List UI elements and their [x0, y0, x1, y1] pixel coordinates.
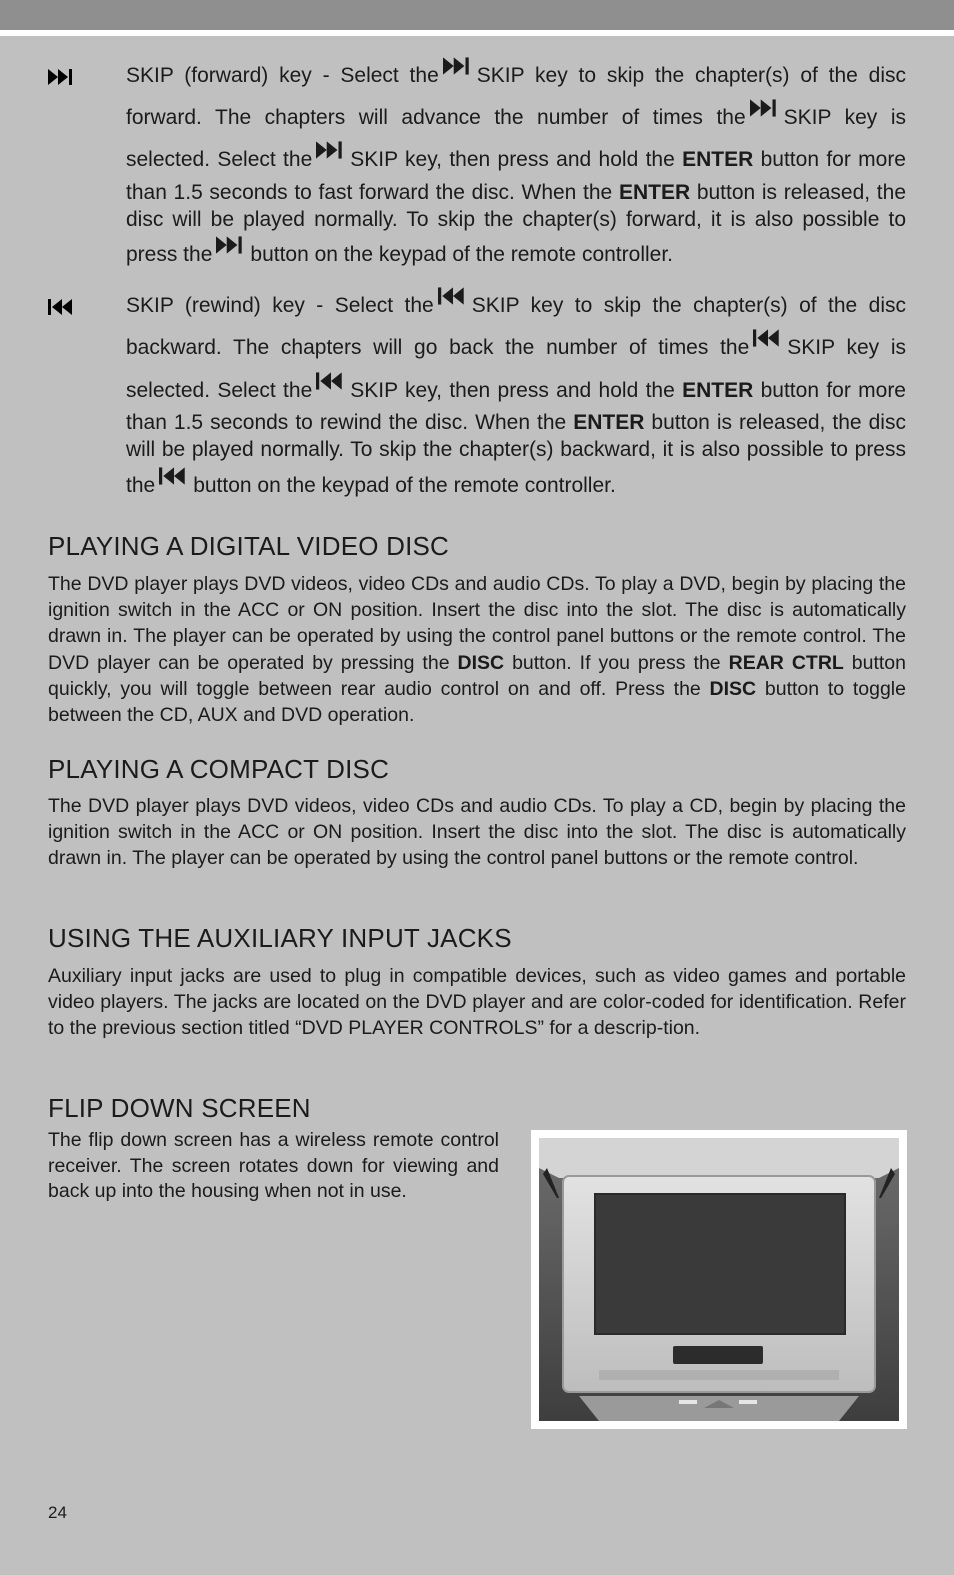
section-body-cd: The DVD player plays DVD videos, video CDs and audio CDs. To play a CD, begin by placing the ignition switch in the ACC or ON position. Insert the disc into the slot. The disc is automatically drawn in. The player can be operated by using the control panel buttons or the remote control. [48, 795, 906, 870]
section-heading-cd: PLAYING A COMPACT DISC [48, 754, 390, 784]
section-body-flip: The flip down screen has a wireless remote control receiver. The screen rotates down for viewing and back up into the housing when not in use. [48, 1129, 499, 1202]
skip-forward-icon [216, 235, 246, 255]
skip-rewind-line-1: SKIP (rewind) key - Select the SKIP key to skip the chapter(s) of the disc [126, 292, 906, 318]
page-number: 24 [48, 1503, 67, 1522]
skip-rewind-line-6: the button on the keypad of the remote controller. [126, 472, 906, 498]
skip-forward-icon [443, 56, 473, 76]
section-heading-dvd: PLAYING A DIGITAL VIDEO DISC [48, 531, 450, 561]
skip-forward-icon [48, 68, 76, 86]
skip-rewind-line-5: will be played normally. To skip the chapter(s) backward, it is also possible to press [126, 438, 906, 461]
section-heading-aux: USING THE AUXILIARY INPUT JACKS [48, 923, 512, 953]
skip-forward-line-5: disc will be played normally. To skip the chapter(s) forward, it is also possible to [126, 208, 906, 231]
skip-rewind-line-3: selected. Select the SKIP key, then press and hold the ENTER button for more [126, 377, 906, 403]
skip-rewind-line-4: than 1.5 seconds to rewind the disc. When the ENTER button is released, the disc [126, 411, 906, 434]
skip-rewind-icon [48, 298, 76, 316]
section-heading-flip: FLIP DOWN SCREEN [48, 1093, 311, 1123]
header-divider [0, 30, 954, 36]
skip-forward-icon [316, 140, 346, 160]
section-body-dvd: The DVD player plays DVD videos, video CDs and audio CDs. To play a DVD, begin by placing the ignition switch in the ACC or ON position. Insert the disc into the slot. The disc is automatically drawn in. The player can be operated by using the control panel buttons or the remote control. The DVD player can be operated by pressing the DISC button. If you press the REAR CTRL button quickly, you will toggle between rear audio control on and off. Press the DISC button to toggle between the CD, AUX and DVD operation. [48, 573, 906, 727]
flip-down-screen-illustration [539, 1138, 899, 1421]
skip-forward-icon [750, 98, 780, 118]
skip-rewind-icon [753, 328, 783, 348]
skip-forward-line-6: press the button on the keypad of the remote controller. [126, 241, 906, 267]
skip-forward-line-1: SKIP (forward) key - Select the SKIP key to skip the chapter(s) of the disc [126, 62, 906, 88]
skip-forward-line-3: selected. Select the SKIP key, then press and hold the ENTER button for more [126, 146, 906, 172]
skip-rewind-icon [316, 371, 346, 391]
skip-forward-line-2: forward. The chapters will advance the number of times the SKIP key is [126, 104, 906, 130]
skip-forward-line-4: than 1.5 seconds to fast forward the disc. When the ENTER button is released, the [126, 181, 906, 204]
skip-rewind-icon [438, 286, 468, 306]
section-body-aux: Auxiliary input jacks are used to plug in compatible devices, such as video games and portable video players. The jacks are located on the DVD player and are color-coded for identification. Refer to the previous section titled “DVD PLAYER CONTROLS” for a descrip-tion. [48, 965, 906, 1040]
flip-down-screen-photo [531, 1130, 907, 1429]
skip-rewind-line-2: backward. The chapters will go back the number of times the SKIP key is [126, 334, 906, 360]
header-bar [0, 0, 954, 30]
skip-rewind-icon [159, 466, 189, 486]
